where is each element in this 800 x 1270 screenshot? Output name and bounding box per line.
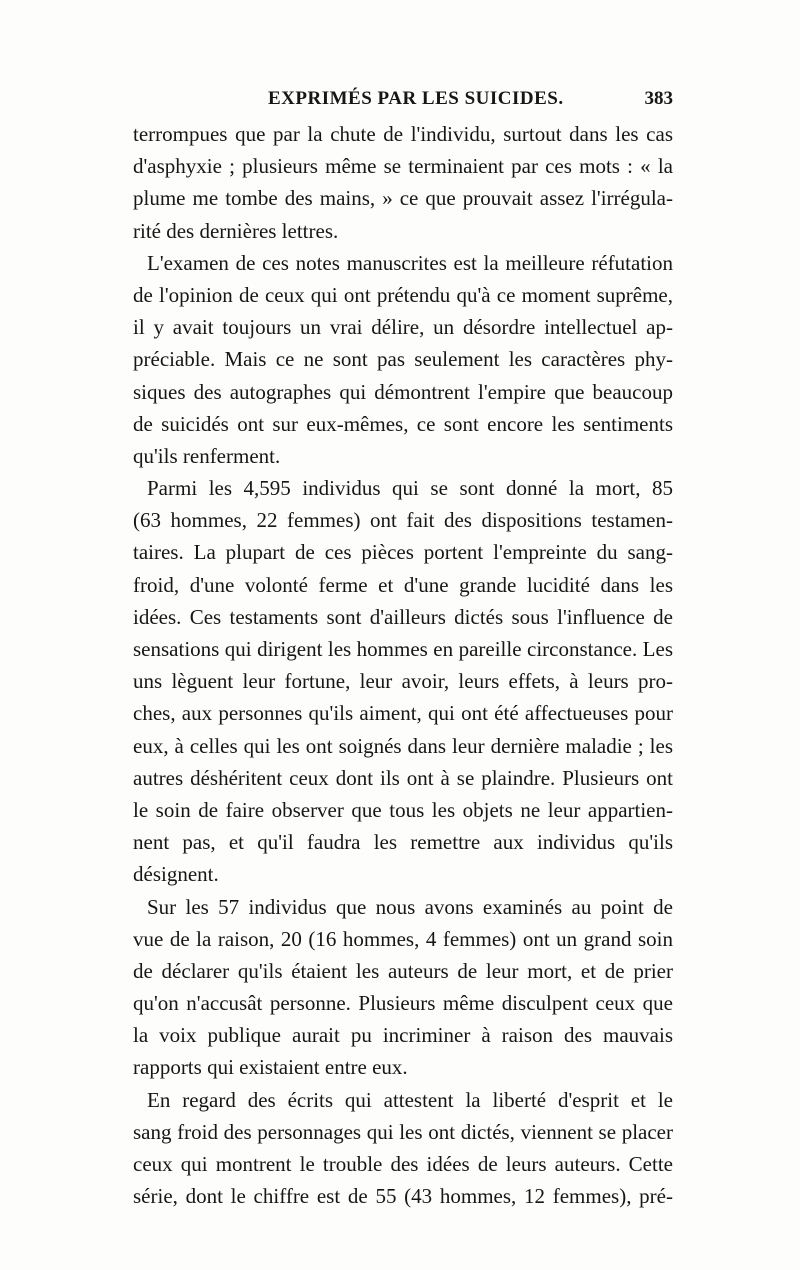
text-line: plume me tombe des mains, » ce que prouvait assez l'irrégula- xyxy=(133,186,673,211)
text-line: d'asphyxie ; plusieurs même se terminaient par ces mots : « la xyxy=(133,154,673,179)
text-line: Sur les 57 individus que nous avons examinés au point de xyxy=(147,894,673,919)
text-line: terrompues que par la chute de l'individu, surtout dans les cas xyxy=(133,122,673,146)
text-line: qu'ils renferment. xyxy=(133,443,281,468)
text-line: préciable. Mais ce ne sont pas seulement les caractères phy- xyxy=(133,347,673,372)
text-line: ches, aux personnes qu'ils aiment, qui ont été affectueuses pour xyxy=(133,701,673,726)
text-line: siques des autographes qui démontrent l'empire que beaucoup xyxy=(133,379,673,404)
text-line: (63 hommes, 22 femmes) ont fait des dispositions testamen- xyxy=(133,508,673,533)
text-line: autres déshéritent ceux dont ils ont à se plaindre. Plusieurs ont xyxy=(133,765,673,790)
page-number: 383 xyxy=(644,88,673,109)
text-line: sensations qui dirigent les hommes en pareille circonstance. Les xyxy=(133,637,673,661)
text-line: sang froid des personnages qui les ont dictés, viennent se placer xyxy=(133,1119,673,1144)
text-line: il y avait toujours un vrai délire, un désordre intellectuel ap- xyxy=(133,315,673,340)
text-line: taires. La plupart de ces pièces portent l'empreinte du sang- xyxy=(133,540,673,565)
text-line: L'examen de ces notes manuscrites est la meilleure réfutation xyxy=(147,250,673,275)
text-line: la voix publique aurait pu incriminer à raison des mauvais xyxy=(133,1023,673,1048)
text-line: de suicidés ont sur eux-mêmes, ce sont encore les sentiments xyxy=(133,411,673,436)
text-line: de l'opinion de ceux qui ont prétendu qu'à ce moment suprême, xyxy=(133,282,673,307)
text-line: désignent. xyxy=(133,862,219,887)
running-title: EXPRIMÉS PAR LES SUICIDES. xyxy=(268,88,564,109)
body-text xyxy=(133,118,673,1212)
text-line: ceux qui montrent le trouble des idées de leurs auteurs. Cette xyxy=(133,1152,673,1176)
text-line: froid, d'une volonté ferme et d'une grande lucidité dans les xyxy=(133,572,673,597)
text-line: Parmi les 4,595 individus qui se sont donné la mort, 85 xyxy=(147,476,673,501)
text-line: uns lèguent leur fortune, leur avoir, leurs effets, à leurs pro- xyxy=(133,669,673,694)
text-line: le soin de faire observer que tous les objets ne leur appartien- xyxy=(133,797,673,822)
text-line: série, dont le chiffre est de 55 (43 hommes, 12 femmes), pré- xyxy=(133,1184,673,1209)
page-header xyxy=(133,88,673,118)
text-line: rapports qui existaient entre eux. xyxy=(133,1055,408,1080)
text-line: de déclarer qu'ils étaient les auteurs de leur mort, et de prier xyxy=(133,958,673,983)
text-line: vue de la raison, 20 (16 hommes, 4 femmes) ont un grand soin xyxy=(133,926,673,951)
text-line: nent pas, et qu'il faudra les remettre aux individus qu'ils xyxy=(133,830,673,855)
text-line: En regard des écrits qui attestent la liberté d'esprit et le xyxy=(147,1087,673,1112)
text-line: eux, à celles qui les ont soignés dans leur dernière maladie ; les xyxy=(133,733,673,758)
text-line: idées. Ces testaments sont d'ailleurs dictés sous l'influence de xyxy=(133,604,673,629)
text-line: rité des dernières lettres. xyxy=(133,218,339,243)
text-line: qu'on n'accusât personne. Plusieurs même disculpent ceux que xyxy=(133,991,673,1016)
